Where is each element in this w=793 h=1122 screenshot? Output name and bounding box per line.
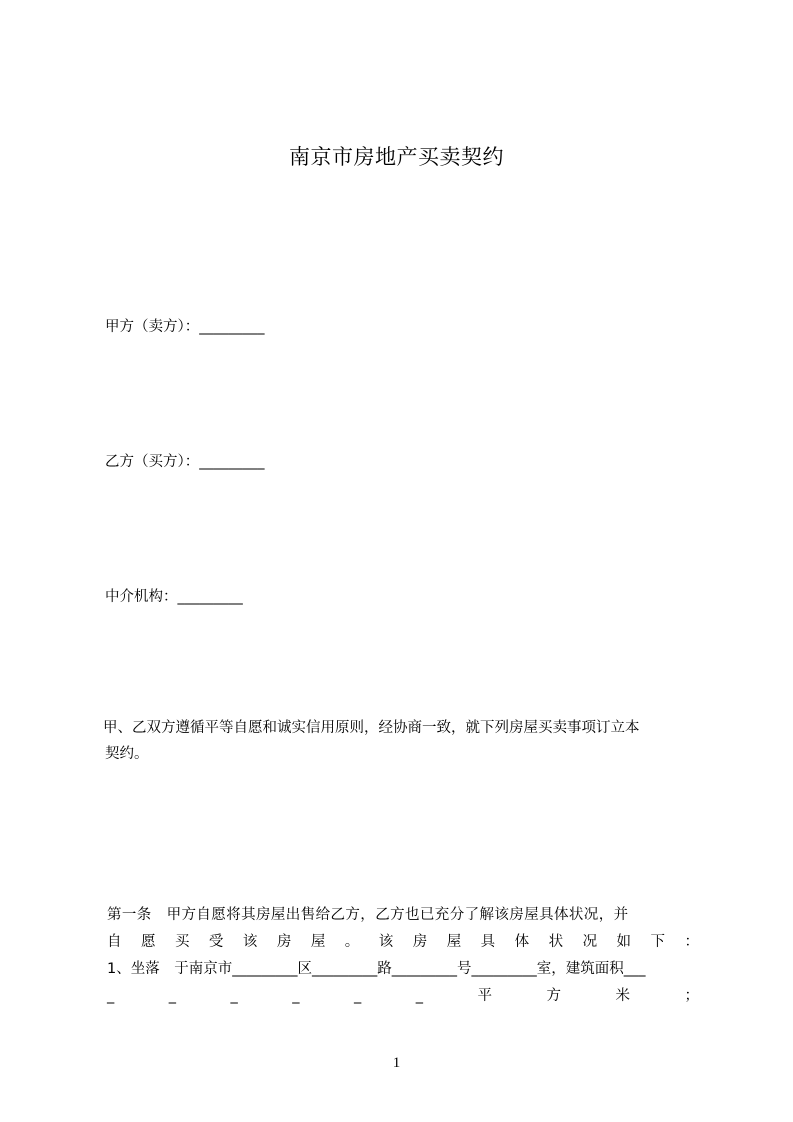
preamble-line-1: 甲、乙双方遵循平等自愿和诚实信用原则，经协商一致，就下列房屋买卖事项订立本 <box>103 720 640 736</box>
number-label: 号 <box>456 961 472 977</box>
agency-label: 中介机构： <box>105 589 178 605</box>
char: 体 <box>514 934 530 950</box>
party-a-line <box>105 316 265 338</box>
char: 房 <box>412 934 428 950</box>
char: ； <box>684 988 699 1004</box>
char: _ <box>107 988 115 1004</box>
party-b-blank: _________ <box>199 454 265 470</box>
char: 受 <box>208 934 224 950</box>
room-blank: _________ <box>471 961 537 977</box>
char: 况 <box>582 934 598 950</box>
char: 屋 <box>310 934 326 950</box>
char: 状 <box>548 934 564 950</box>
char: 如 <box>616 934 632 950</box>
party-b-label: 乙方（买方）： <box>105 454 200 470</box>
party-a-label: 甲方（卖方）： <box>105 319 200 335</box>
article-1-line-3 <box>107 958 645 980</box>
char: _ <box>168 988 176 1004</box>
char: 屋 <box>446 934 462 950</box>
char: _ <box>354 988 362 1004</box>
article-1-line-2 <box>107 931 699 953</box>
document-title: 南京市房地产买卖契约 <box>289 145 504 169</box>
article-1-line-4 <box>107 985 699 1007</box>
article-1-line-1: 第一条 甲方自愿将其房屋出售给乙方，乙方也已充分了解该房屋具体状况，并 <box>107 907 629 923</box>
char: 该 <box>378 934 394 950</box>
road-label: 路 <box>377 961 392 977</box>
char: _ <box>415 988 423 1004</box>
char: 自 <box>107 934 122 950</box>
char: 房 <box>276 934 292 950</box>
agency-line <box>105 586 243 608</box>
preamble-line-2: 契约。 <box>105 746 149 762</box>
district-blank: _________ <box>232 961 298 977</box>
char: _ <box>292 988 300 1004</box>
district-label: 区 <box>297 961 312 977</box>
number-blank: _________ <box>391 961 457 977</box>
location-prefix: 1、坐落 于南京市 <box>107 961 233 977</box>
room-area-label: 室，建筑面积 <box>536 961 624 977</box>
char: 该 <box>242 934 258 950</box>
road-blank: _________ <box>311 961 378 977</box>
char: 方 <box>546 988 561 1004</box>
char: _ <box>230 988 238 1004</box>
char: 米 <box>615 988 630 1004</box>
char: 愿 <box>140 934 156 950</box>
page-number: 1 <box>392 1055 401 1071</box>
party-b-line <box>105 451 265 473</box>
party-a-blank: _________ <box>199 319 265 335</box>
area-blank: ___ <box>623 961 646 977</box>
char: 。 <box>344 934 360 950</box>
char: 平 <box>477 988 492 1004</box>
char: 下 <box>650 934 665 950</box>
char: 具 <box>480 934 496 950</box>
char: ： <box>684 934 699 950</box>
char: 买 <box>174 934 190 950</box>
agency-blank: _________ <box>177 589 243 605</box>
